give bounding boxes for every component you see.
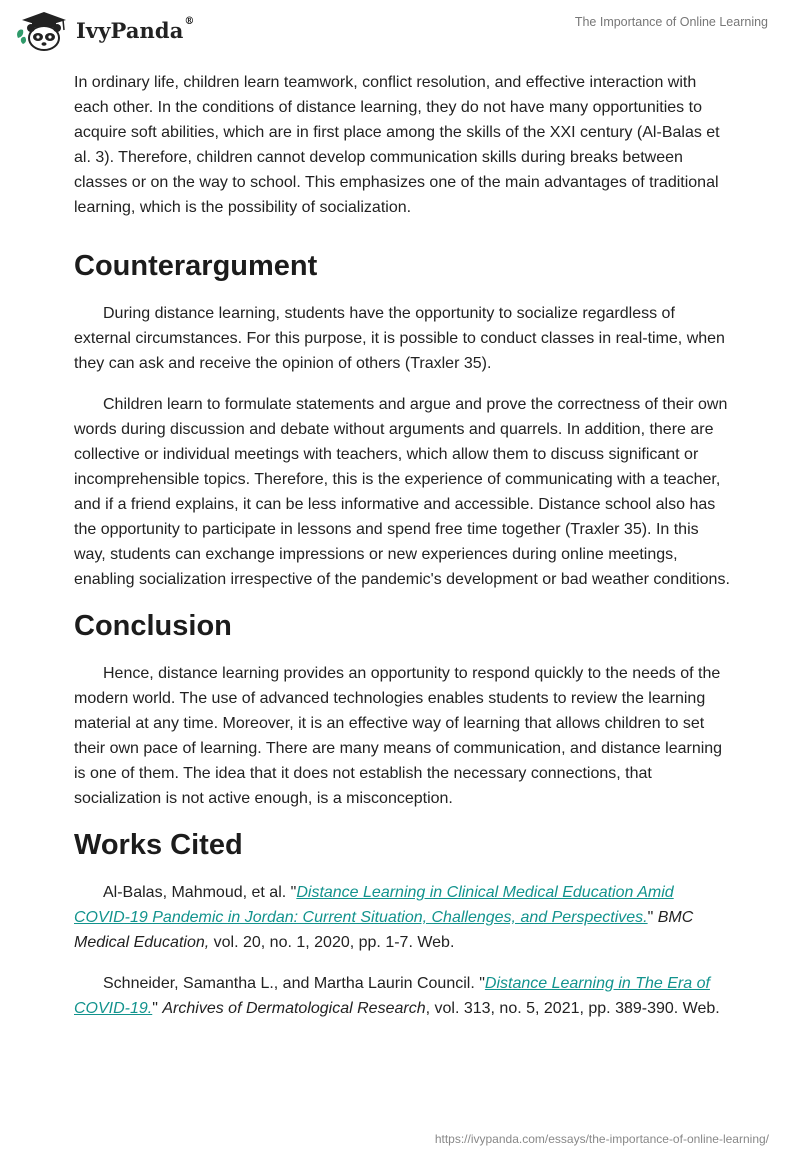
counterargument-paragraph-1: During distance learning, students have the opportunity to socialize regardless of external circumstances. For this purpose, it is possible to conduct classes in real-time, when they can ask and receive the opinion of others (Traxler 35). (74, 305, 725, 372)
conclusion-paragraph: Hence, distance learning provides an opportunity to respond quickly to the needs of the modern world. The use of advanced technologies enables students to review the learning material at any time. Moreover, it is an effective way of learning that allows children to set their own pace of learning. There are many means of communication, and distance learning is one of them. The idea that it does not establish the necessary connections, that socialization is not active enough, is a misconception. (74, 665, 723, 807)
brand-name: IvyPanda® (76, 15, 195, 43)
citation-journal: Archives of Dermatological Research (162, 1000, 426, 1017)
works-cited-heading: Works Cited (74, 829, 243, 861)
citation-details: , vol. 313, no. 5, 2021, pp. 389-390. Web. (425, 1000, 720, 1017)
intro-paragraph: In ordinary life, children learn teamwork, conflict resolution, and effective interaction with each other. In the conditions of distance learning, they do not have many opportunities to acquire soft abilities, which are in first place among the skills of the XXI century (Al-Balas et al. 3). Therefore, children cannot develop communication skills during breaks between classes or on the way to school. This emphasizes one of the main advantages of traditional learning, which is the possibility of socialization. (74, 74, 720, 216)
counterargument-paragraph-2: Children learn to formulate statements and argue and prove the correctness of their own words during discussion and debate without arguments and quarrels. In addition, there are collective or individual meetings with teachers, which allow them to discuss significant or incomprehensible topics. Therefore, this is the experience of communicating with a teacher, and if a friend explains, it can be less informative and accessible. Distance school also has the opportunity to participate in lessons and spend free time together (Traxler 35). In this way, students can exchange impressions or new experiences during online meetings, enabling socialization irrespective of the pandemic's development or bad weather conditions. (74, 396, 730, 588)
citation-close-quote: " (647, 909, 658, 926)
counterargument-heading: Counterargument (74, 250, 318, 282)
essay-body (74, 70, 734, 1037)
conclusion-heading: Conclusion (74, 610, 232, 642)
citation-authors: Schneider, Samantha L., and Martha Laurin Council. " (103, 975, 485, 992)
citation-details: vol. 20, no. 1, 2020, pp. 1-7. Web. (209, 934, 455, 951)
citation-title-link[interactable]: Distance Learning in The Era of COVID-19. (74, 975, 710, 1017)
citation-journal: BMC Medical Education, (74, 909, 694, 951)
citation-authors: Al-Balas, Mahmoud, et al. " (103, 884, 297, 901)
panda-graduate-icon (14, 8, 70, 52)
source-url[interactable]: https://ivypanda.com/essays/the-importance-of-online-learning/ (434, 1132, 769, 1146)
document-title: The Importance of Online Learning (574, 15, 768, 29)
citation-title-link[interactable]: Distance Learning in Clinical Medical Education Amid COVID-19 Pandemic in Jordan: Current Situation, Challenges, and Perspectives. (74, 884, 674, 926)
citation-close-quote: " (152, 1000, 163, 1017)
registered-mark: ® (184, 15, 195, 27)
page-header (0, 0, 800, 66)
citation-entry (74, 971, 734, 1021)
ivypanda-logo[interactable] (14, 8, 195, 52)
citation-entry (74, 880, 734, 955)
